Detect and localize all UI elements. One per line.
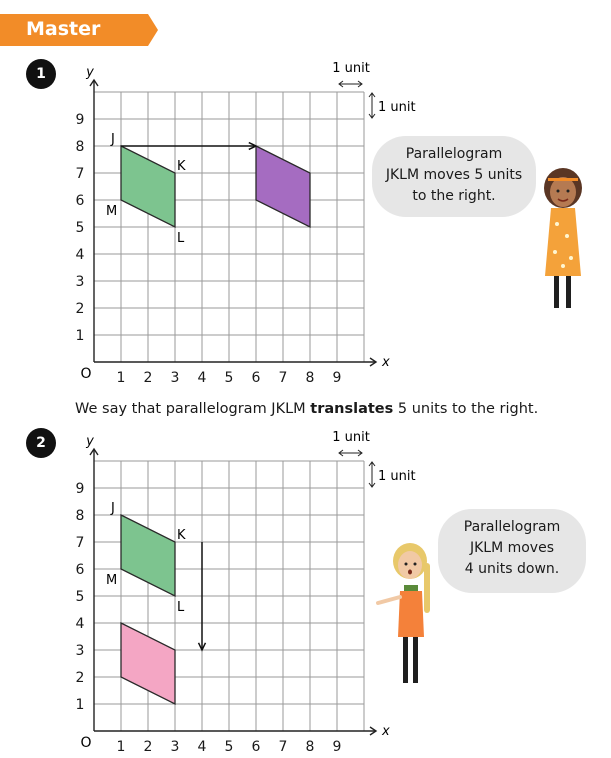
y-tick-label: 8 (75, 139, 85, 155)
x-tick-label: 6 (251, 370, 261, 386)
y-tick-label: 5 (75, 220, 85, 236)
origin-label: O (80, 366, 92, 382)
vertex-label-k: K (177, 528, 186, 543)
x-tick-label: 8 (305, 739, 315, 755)
y-axis-label: y (86, 65, 94, 80)
y-tick-label: 9 (75, 481, 85, 497)
y-tick-label: 6 (75, 193, 85, 209)
vertex-label-l: L (177, 231, 185, 246)
question-number-2: 2 (26, 428, 56, 458)
unit-key-vertical-label: 1 unit (378, 100, 416, 115)
vertex-label-m: M (106, 204, 118, 219)
y-tick-label: 3 (75, 643, 85, 659)
speech-line: Parallelogram (405, 146, 503, 162)
speech-line: to the right. (412, 188, 496, 204)
y-tick-label: 5 (75, 589, 85, 605)
x-tick-label: 7 (278, 739, 288, 755)
vertex-label-k: K (177, 159, 186, 174)
unit-key-horizontal-label: 1 unit (332, 430, 370, 445)
vertex-label-m: M (106, 573, 118, 588)
x-tick-label: 2 (143, 370, 153, 386)
x-axis-label: x (382, 355, 390, 370)
y-tick-label: 8 (75, 508, 85, 524)
x-tick-label: 6 (251, 739, 261, 755)
sentence-suffix: 5 units to the right. (393, 401, 539, 417)
x-tick-label: 3 (170, 739, 180, 755)
y-tick-label: 4 (75, 247, 85, 263)
y-tick-label: 1 (75, 697, 85, 713)
y-tick-label: 7 (75, 535, 85, 551)
x-tick-label: 8 (305, 370, 315, 386)
y-axis-label: y (86, 434, 94, 449)
x-tick-label: 9 (332, 739, 342, 755)
girl-character-1 (533, 166, 593, 316)
x-tick-label: 4 (197, 739, 207, 755)
question-number-1: 1 (26, 59, 56, 89)
y-tick-label: 4 (75, 616, 85, 632)
unit-key-horizontal-label: 1 unit (332, 61, 370, 76)
x-tick-label: 1 (116, 739, 126, 755)
speech-line: JKLM moves (469, 540, 555, 556)
x-tick-label: 2 (143, 739, 153, 755)
y-tick-label: 6 (75, 562, 85, 578)
x-tick-label: 1 (116, 370, 126, 386)
y-tick-label: 9 (75, 112, 85, 128)
sentence-prefix: We say that parallelogram JKLM (75, 401, 311, 417)
x-tick-label: 3 (170, 370, 180, 386)
x-tick-label: 5 (224, 370, 234, 386)
x-axis-label: x (382, 724, 390, 739)
speech-line: JKLM moves 5 units (385, 167, 523, 183)
vertex-label-j: J (111, 501, 115, 516)
y-tick-label: 3 (75, 274, 85, 290)
y-tick-label: 2 (75, 301, 85, 317)
x-tick-label: 5 (224, 739, 234, 755)
speech-bubble-1 (372, 136, 536, 217)
x-tick-label: 7 (278, 370, 288, 386)
y-tick-label: 1 (75, 328, 85, 344)
sentence-bold: translates (310, 401, 394, 417)
y-tick-label: 2 (75, 670, 85, 686)
x-tick-label: 9 (332, 370, 342, 386)
speech-line: 4 units down. (464, 561, 560, 577)
vertex-label-l: L (177, 600, 185, 615)
x-tick-label: 4 (197, 370, 207, 386)
origin-label: O (80, 735, 92, 751)
banner-title: Master (26, 18, 101, 40)
girl-character-2 (372, 541, 442, 696)
vertex-label-j: J (111, 132, 115, 147)
unit-key-vertical-label: 1 unit (378, 469, 416, 484)
y-tick-label: 7 (75, 166, 85, 182)
speech-bubble-2 (438, 509, 586, 593)
speech-line: Parallelogram (463, 519, 561, 535)
